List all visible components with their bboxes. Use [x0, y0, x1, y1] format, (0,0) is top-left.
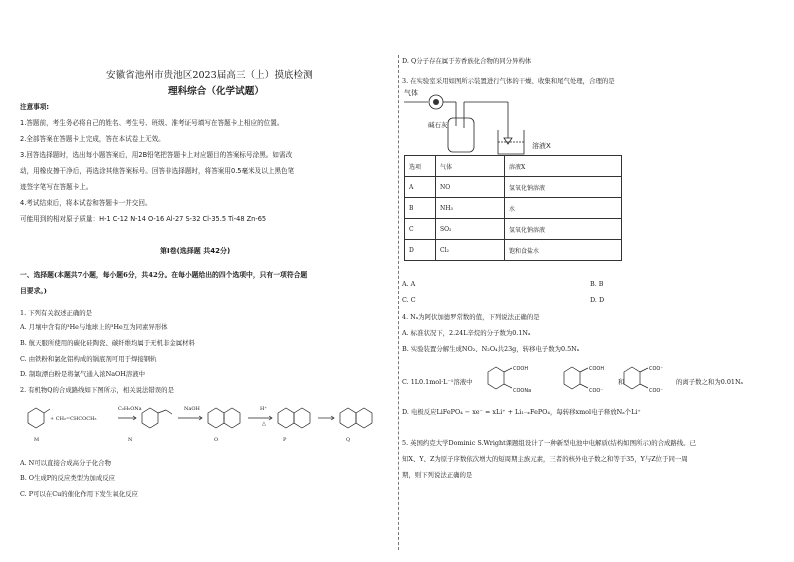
q1-option-a: A. 月壤中含有的³He与地球上的³He互为同素异形体: [20, 323, 168, 331]
q3-options-table: [404, 155, 622, 261]
q4-option-c: C. 1L0.1mol·L⁻¹溶液中: [402, 378, 473, 386]
q3-answer-b: B. B: [590, 280, 604, 288]
note-line: 1.答题前，考生务必将自己的姓名、考生号、班级、准考证号填写在答题卡上相应的位置。: [20, 119, 284, 127]
notes-heading: 注意事项:: [20, 103, 50, 111]
q2-option-b: B. O生成P的反应类型为加成反应: [20, 474, 115, 482]
solution-x-label: 溶液X: [532, 142, 551, 150]
svg-text:COOH: COOH: [589, 366, 605, 372]
q2-reagent-4: △: [262, 421, 266, 427]
table-cell: 氢氧化钠溶液: [505, 177, 622, 198]
q2-reagent-1: C₂H₅ONa: [118, 406, 142, 412]
q3-stem: 3. 在实验室采用如图所示装置进行气体的干燥、收集和尾气处理，合理的是: [402, 77, 615, 85]
section-intro: 一、选择题(本题共7小题，每小题6分，共42分。在每小题给出的四个选项中，只有一项符合题: [20, 271, 308, 279]
table-row: [405, 177, 622, 198]
q5-line-3: 期，则下列说法正确的是: [402, 471, 473, 479]
q2-option-c: C. P可以在Cu的催化作用下发生氧化反应: [20, 490, 138, 498]
note-line: 迹签字笔写在答题卡上。: [20, 183, 93, 191]
column-divider: [398, 55, 399, 550]
note-line: 4.考试结束后，将本试卷和答题卡一并交回。: [20, 199, 152, 207]
q2-option-a: A. N可以直接合成高分子化合物: [20, 459, 111, 467]
q4-stem: 4. Nₐ为阿伏加德罗常数的值，下列说法正确的是: [402, 313, 540, 321]
section-intro-2: 目要求。): [20, 287, 48, 295]
table-row: [405, 240, 622, 261]
table-cell: Cl₂: [436, 240, 505, 261]
svg-text:COO⁻: COO⁻: [649, 388, 664, 394]
q2-stem: 2. 有机物Q的合成路线如下图所示，相关说法错误的是: [20, 386, 174, 394]
q4c-structures: [478, 362, 678, 402]
table-row: [405, 219, 622, 240]
svg-text:COO⁻: COO⁻: [589, 388, 604, 394]
q4-option-a: A. 标准状况下，2.24L辛烷的分子数为0.1Nₐ: [402, 329, 531, 337]
molecule-p: [278, 408, 294, 428]
note-line: 2.全部答案在答题卡上完成，答在本试卷上无效。: [20, 135, 165, 143]
molecule-n: [142, 408, 158, 428]
gas-label: 气体: [404, 89, 418, 97]
label-n: N: [128, 437, 133, 443]
q4-option-d: D. 电极反应LiFePO₄ − xe⁻ = xLi⁺ + Li₁₋ₓFePO₄，每转移xmol电子释放Nₐ个Li⁺: [402, 408, 641, 416]
table-header-cell: 气体: [436, 156, 505, 177]
q4c-and-word: 和: [618, 378, 625, 386]
table-cell: NO: [436, 177, 505, 198]
q2-reaction-scheme: [20, 398, 395, 458]
table-cell: C: [405, 219, 436, 240]
exam-title: 安徽省池州市贵池区2023届高三（上）摸底检测: [106, 70, 313, 81]
svg-text:COOH: COOH: [513, 366, 529, 372]
note-line: 3.回答选择题时，选出每小题答案后，用2B铅笔把答题卡上对应题目的答案标号涂黑。如需改: [20, 151, 293, 159]
q3-apparatus: [404, 88, 544, 158]
q1-option-c: C. 由铁粉和氯化铝构成的锅底剂可用于焊接钢轨: [20, 355, 157, 363]
q4c-tail: 的离子数之和为0.01Nₐ: [676, 378, 744, 386]
table-header-cell: 选项: [405, 156, 436, 177]
q4-option-b: B. 实验装置分解生成NO₂、N₂O₄共23g，转移电子数为0.5Nₐ: [402, 345, 580, 353]
label-o: O: [214, 437, 219, 443]
table-header-row: [405, 156, 622, 177]
exam-subtitle: 理科综合（化学试题）: [168, 86, 264, 97]
label-m: M: [34, 437, 40, 443]
benzene-ring: [564, 367, 580, 389]
molecule-q: [340, 408, 356, 428]
table-header-cell: 溶液X: [505, 156, 622, 177]
q1-option-b: B. 航天服所使用的碳化硅陶瓷、碳纤维均属于无机非金属材料: [20, 339, 195, 347]
q2-reagent-2: NaOH: [184, 406, 200, 412]
q2-plus-reagent: + CH₂=CHCOCH₃: [50, 416, 97, 422]
benzene-ring: [488, 367, 504, 389]
section-title: 第Ⅰ卷(选择题 共42分): [160, 247, 231, 255]
label-p: P: [283, 437, 287, 443]
q2-option-d: D. Q分子存在属于芳香族化合物的同分异构体: [402, 57, 532, 65]
table-cell: A: [405, 177, 436, 198]
collection-bottle: [448, 118, 474, 152]
molecule-o: [208, 408, 224, 428]
svg-text:COO⁻: COO⁻: [649, 366, 664, 372]
table-cell: 水: [505, 198, 622, 219]
q5-line-2: 知X、Y、Z为原子序数依次增大的短周期主族元素，三者的核外电子数之和等于35，Y与Z位于同一周: [402, 455, 688, 463]
table-cell: D: [405, 240, 436, 261]
svg-text:COONa: COONa: [513, 388, 532, 394]
table-cell: SO₂: [436, 219, 505, 240]
q1-option-d: D. 制取漂白粉是将氯气通入浓NaOH溶液中: [20, 370, 146, 378]
table-cell: NH₃: [436, 198, 505, 219]
soda-lime-label: 碱石灰: [428, 121, 448, 129]
note-line: 动，用橡皮擦干净后，再选涂其他答案标号。回答非选择题时，将答案用0.5毫米及以上黑色笔: [20, 167, 295, 175]
table-cell: 氢氧化钠溶液: [505, 219, 622, 240]
q3-answer-c: C. C: [402, 296, 416, 304]
table-row: [405, 198, 622, 219]
q2-reagent-3: H⁺: [260, 406, 267, 412]
table-cell: 饱和食盐水: [505, 240, 622, 261]
label-q: Q: [346, 437, 351, 443]
atomic-mass-line: 可能用到的相对原子质量：H-1 C-12 N-14 O-16 Al-27 S-32 Cl-35.5 Ti-48 Zn-65: [20, 215, 267, 223]
q5-line-1: 5. 英国约克大学Dominic S.Wright课题组设计了一种新型电池中电解质(结构如图所示)的合成路线。已: [402, 439, 696, 447]
q3-answer-d: D. D: [590, 296, 605, 304]
q1-stem: 1. 下列有关叙述正确的是: [20, 309, 93, 317]
q3-answer-a: A. A: [402, 280, 416, 288]
molecule-m: [28, 408, 44, 428]
benzene-ring: [624, 367, 640, 389]
table-cell: B: [405, 198, 436, 219]
